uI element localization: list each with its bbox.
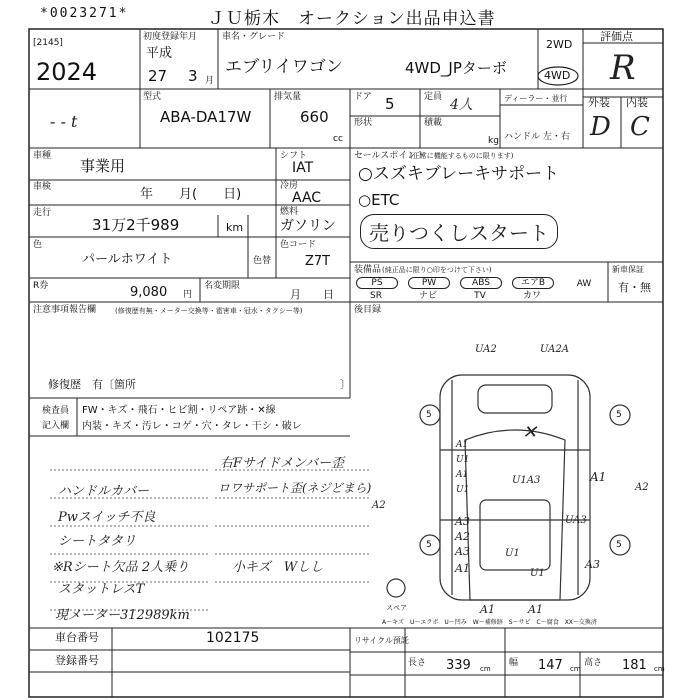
- form-title: ＪＵ栃木 オークション出品申込書: [208, 9, 496, 29]
- diag-mark-ua2a: UA2A: [540, 344, 569, 355]
- note-7: 小キズ Wしし: [232, 560, 324, 575]
- r-ticket-label: R券: [33, 281, 49, 291]
- diag-mark-ua3: UA3: [565, 515, 587, 526]
- displacement: 660: [300, 108, 329, 126]
- equip-abs: ABS: [460, 277, 502, 289]
- ac-value: AAC: [292, 190, 322, 206]
- diag-mark-a3-l2: A3: [455, 545, 470, 558]
- model-label: 型式: [143, 92, 162, 102]
- diag-mark-a1-l2: A1: [456, 470, 469, 480]
- doors: 5: [385, 95, 395, 113]
- equip-pw: PW: [408, 277, 450, 289]
- r-ticket-value: 9,080: [130, 285, 168, 300]
- recycle-label: リサイクル預託: [354, 636, 409, 645]
- interior-label: 内装: [626, 96, 648, 109]
- diag-mark-u1-l: U1: [456, 455, 470, 465]
- height-unit: cm: [654, 665, 665, 673]
- handle-label: ハンドル 左・右: [504, 132, 570, 142]
- color-label: 色: [33, 240, 43, 250]
- registration-year: 27: [148, 67, 168, 85]
- diag-mark-a3-r: A3: [585, 558, 600, 571]
- drive-4wd: 4WD: [544, 69, 571, 82]
- usage-value: 事業用: [80, 157, 126, 175]
- shaken-value: 年 月( 日): [140, 187, 242, 202]
- diag-mark-a2-r: A2: [635, 482, 649, 493]
- sales-point-2: ○ETC: [358, 191, 400, 209]
- sales-point-label: セールスポイント: [354, 151, 426, 161]
- era: 平成: [146, 46, 173, 61]
- note-4: Pwスイッチ不良: [58, 510, 156, 525]
- document-number: *0023271*: [40, 6, 129, 21]
- inspector-label-2: 記入欄: [42, 421, 70, 431]
- diag-mark-u1-l2: U1: [456, 485, 470, 495]
- note-9: 現メーター312989km: [55, 608, 190, 623]
- kg-unit: kg: [488, 136, 499, 146]
- equip-navi: ナビ: [418, 291, 437, 301]
- height-value: 181: [622, 658, 647, 673]
- first-registration-label: 初度登録年月: [143, 32, 198, 42]
- diag-mark-a2-l3: A2: [372, 500, 386, 511]
- diag-mark-a1-l3: A1: [455, 562, 470, 575]
- r-ticket-unit: 円: [183, 290, 193, 300]
- color-value: パールホワイト: [82, 252, 173, 267]
- name-change-label: 名変期限: [204, 281, 241, 291]
- fuel-label: 燃料: [280, 207, 299, 217]
- mileage-label: 走行: [33, 208, 52, 218]
- note-5: シートタタリ: [58, 534, 137, 549]
- shift-value: IAT: [292, 160, 314, 176]
- interior-score: C: [630, 112, 650, 142]
- name-grade-label: 車名・グレード: [222, 32, 286, 42]
- width-label: 幅: [509, 658, 519, 668]
- diagram-legend: A〜キズ U〜エクボ U〜凹み W〜補修跡 S〜サビ C〜腐食 XX〜交換済: [382, 619, 597, 626]
- diag-mark-a2-l: A2: [455, 530, 470, 543]
- notes-sublabel: (修復歴有無・メーター交換等・雹害車・冠水・タクシー等): [115, 307, 303, 315]
- repair-history-close: 〕: [340, 378, 351, 391]
- evaluation-score: R: [610, 48, 636, 88]
- repair-history-label: 修復歴 有〔箇所: [48, 378, 136, 391]
- diag-mark-x: ✕: [522, 422, 538, 443]
- diag-mark-u1a3: U1A3: [512, 475, 541, 486]
- length-value: 339: [446, 658, 471, 673]
- diag-tire-rr: 5: [616, 540, 622, 550]
- shift-label: シフト: [280, 151, 308, 161]
- usage-label: 車種: [33, 151, 52, 161]
- exterior-label: 外装: [588, 96, 610, 109]
- mileage-value: 31万2千989: [92, 216, 180, 234]
- note-3: ロワサポート歪(ネジどまら): [218, 481, 372, 495]
- equip-tv: TV: [474, 291, 486, 301]
- width-value: 147: [538, 658, 563, 673]
- month-unit: 月: [205, 76, 215, 86]
- notes-label: 注意事項報告欄: [33, 305, 97, 315]
- color-code-label: 色コード: [280, 240, 317, 250]
- diag-mark-a1-b: A1: [480, 603, 495, 616]
- drive-2wd: 2WD: [546, 38, 573, 51]
- diag-tire-fr: 5: [616, 410, 622, 420]
- name-change-value: 月 日: [290, 288, 334, 301]
- exterior-score: D: [590, 112, 611, 142]
- model-code: ABA-DA17W: [160, 108, 252, 126]
- new-car-warranty-label: 新車保証: [612, 265, 644, 274]
- inspection-row-2: 内装・キズ・汚レ・コゲ・穴・タレ・干シ・破レ: [82, 421, 302, 432]
- capacity: 4人: [450, 97, 473, 113]
- evaluation-label: 評価点: [600, 30, 633, 43]
- shape-label: 形状: [354, 118, 373, 128]
- new-car-warranty-value: 有・無: [618, 281, 651, 294]
- ac-label: 冷房: [280, 181, 299, 191]
- model-mark: - - t: [50, 112, 78, 131]
- color-change-label: 色替: [253, 256, 272, 266]
- diag-mark-ua2: UA2: [475, 344, 497, 355]
- dealer-label: ディーラー・並行: [504, 94, 568, 103]
- shaken-label: 車検: [33, 182, 52, 192]
- car-name: エブリイワゴン: [225, 57, 343, 77]
- inspection-row-1: FW・キズ・飛石・ヒビ割・リペア跡・✕線: [82, 405, 276, 416]
- equip-aw: AW: [576, 279, 592, 289]
- equip-ps: PS: [356, 277, 398, 289]
- lot-number-small: [2145]: [33, 38, 63, 48]
- equip-leather: カワ: [522, 291, 541, 301]
- load-label: 積載: [424, 118, 443, 128]
- equip-sr: SR: [370, 291, 382, 301]
- height-label: 高さ: [584, 658, 603, 668]
- chassis-number-value: 102175: [206, 630, 260, 646]
- sales-point-1: ○スズキブレーキサポート: [358, 164, 560, 184]
- chassis-number-label: 車台番号: [55, 631, 99, 644]
- equipment-sublabel: (純正品に限り○印をつけて下さい): [382, 266, 492, 274]
- width-unit: cm: [570, 665, 581, 673]
- length-label: 長さ: [408, 658, 427, 668]
- car-grade: 4WD_JPターボ: [405, 59, 507, 77]
- inspector-label-1: 検査員: [42, 406, 70, 416]
- color-code-value: Z7T: [305, 254, 331, 269]
- equip-airbag: エアB: [512, 277, 554, 289]
- spare-label: スペア: [386, 604, 407, 612]
- sales-point-3: 売りつくしスタート: [360, 214, 558, 249]
- fuel-value: ガソリン: [280, 218, 336, 234]
- note-6: ※Rシート欠品 2人乗り: [52, 560, 190, 575]
- diag-tire-fl: 5: [426, 410, 432, 420]
- diag-mark-a1-l: A1: [456, 440, 469, 450]
- displacement-unit: cc: [333, 134, 343, 144]
- doors-label: ドア: [354, 92, 372, 102]
- note-2: ハンドルカバー: [58, 484, 150, 499]
- rear-catalog-label: 後目録: [354, 305, 382, 315]
- diag-mark-a1-r: A1: [590, 470, 607, 484]
- diag-mark-a3-l: A3: [455, 515, 470, 528]
- registration-month: 3: [188, 67, 198, 85]
- diag-mark-a1-b2: A1: [528, 603, 543, 616]
- capacity-label: 定員: [424, 92, 443, 102]
- length-unit: cm: [480, 665, 491, 673]
- sales-point-sublabel: (正常に機能するものに限ります): [410, 152, 514, 160]
- lot-number-large: 2024: [36, 58, 98, 86]
- displacement-label: 排気量: [274, 92, 302, 102]
- equipment-label: 装備品: [354, 265, 382, 275]
- registration-number-label: 登録番号: [55, 654, 99, 667]
- note-8: スタットレスT: [58, 582, 145, 597]
- diag-mark-u1-c: U1: [505, 548, 520, 559]
- note-1: 右Fサイドメンバー歪: [220, 456, 345, 471]
- diag-mark-u1-c2: U1: [530, 568, 545, 579]
- diag-tire-rl: 5: [426, 540, 432, 550]
- mileage-unit: km: [226, 221, 244, 234]
